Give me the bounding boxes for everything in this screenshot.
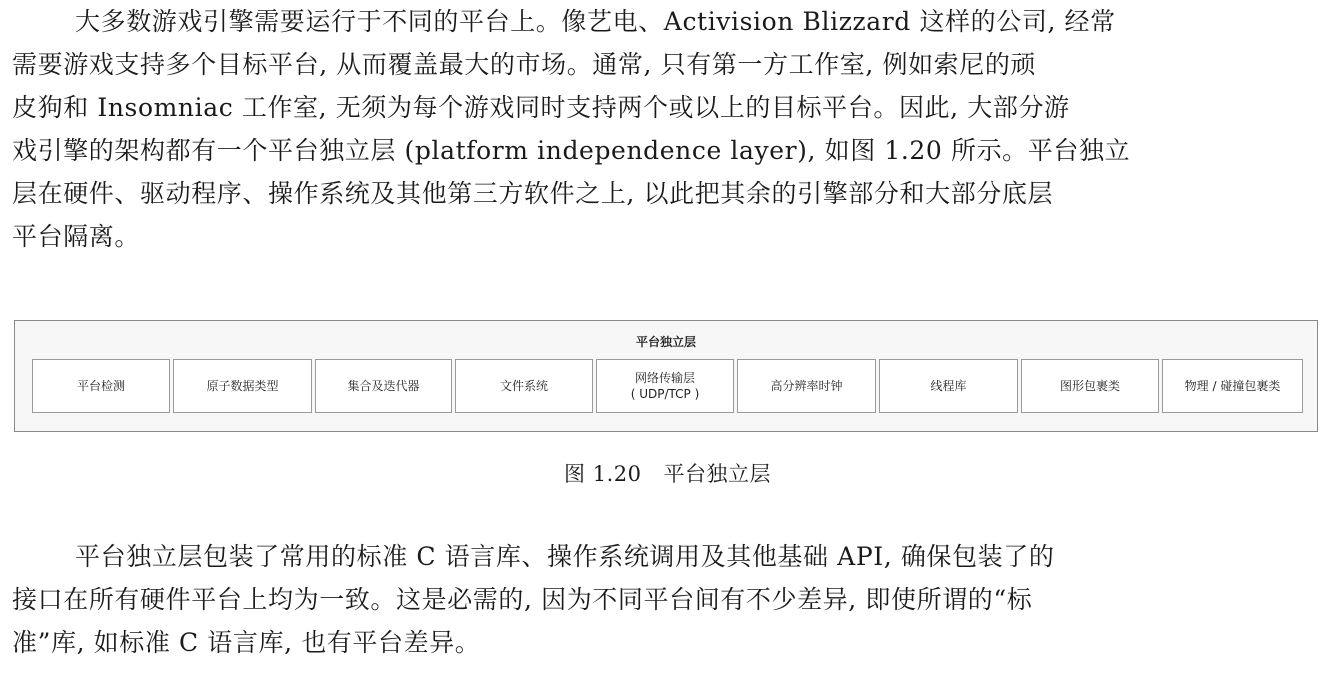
module-label: 高分辨率时钟 [770,378,843,393]
paragraph-line: 接口在所有硬件平台上均为一致。这是必需的, 因为不同平台间有不少差异, 即使所谓的“标 [12,585,1033,614]
module-label: 原子数据类型 [206,378,279,393]
paragraph-line: 戏引擎的架构都有一个平台独立层 (platform independence layer), 如图 1.20 所示。平台独立 [12,136,1131,165]
module-graphics-wrappers [1021,359,1159,413]
module-file-system [455,359,593,413]
module-platform-detection [32,359,170,413]
module-label: 图形包裹类 [1059,378,1120,393]
second-paragraph [12,535,1322,664]
paragraph-line: 皮狗和 Insomniac 工作室, 无须为每个游戏同时支持两个或以上的目标平台。因此, 大部分游 [12,93,1070,122]
module-collections-iterators [315,359,452,413]
paragraph-line: 大多数游戏引擎需要运行于不同的平台上。像艺电、Activision Blizzard 这样的公司, 经常 [75,7,1116,36]
module-label: 文件系统 [499,378,548,393]
module-row [32,359,1301,413]
paragraph-line: 平台隔离。 [12,222,141,251]
figure-caption-text: 平台独立层 [663,462,771,486]
paragraph-line: 需要游戏支持多个目标平台, 从而覆盖最大的市场。通常, 只有第一方工作室, 例如索尼的顽 [12,50,1037,79]
module-network-transport [596,359,734,413]
module-physics-collision-wrappers [1162,359,1303,413]
figure-number: 图 1.20 [564,462,642,486]
module-threading-library [879,359,1018,413]
paragraph-line: 层在硬件、驱动程序、操作系统及其他第三方软件之上, 以此把其余的引擎部分和大部分底层 [12,179,1054,208]
module-label: 物理 / 碰撞包裹类 [1184,378,1281,393]
module-atomic-data-types [173,359,312,413]
paragraph-line: 准”库, 如标准 C 语言库, 也有平台差异。 [12,628,481,657]
module-label: 网络传输层 [634,370,695,385]
module-label: 线程库 [930,378,967,393]
module-hi-res-clock [737,359,876,413]
module-sublabel: ( UDP/TCP ) [630,387,700,401]
module-label: 平台检测 [76,378,125,393]
diagram-title: 平台独立层 [635,335,696,349]
module-label: 集合及迭代器 [347,378,420,393]
platform-independence-layer-diagram [14,320,1318,432]
paragraph-line: 平台独立层包装了常用的标准 C 语言库、操作系统调用及其他基础 API, 确保包装了的 [75,542,1055,571]
figure-caption [0,458,1335,488]
intro-paragraph [12,0,1322,258]
